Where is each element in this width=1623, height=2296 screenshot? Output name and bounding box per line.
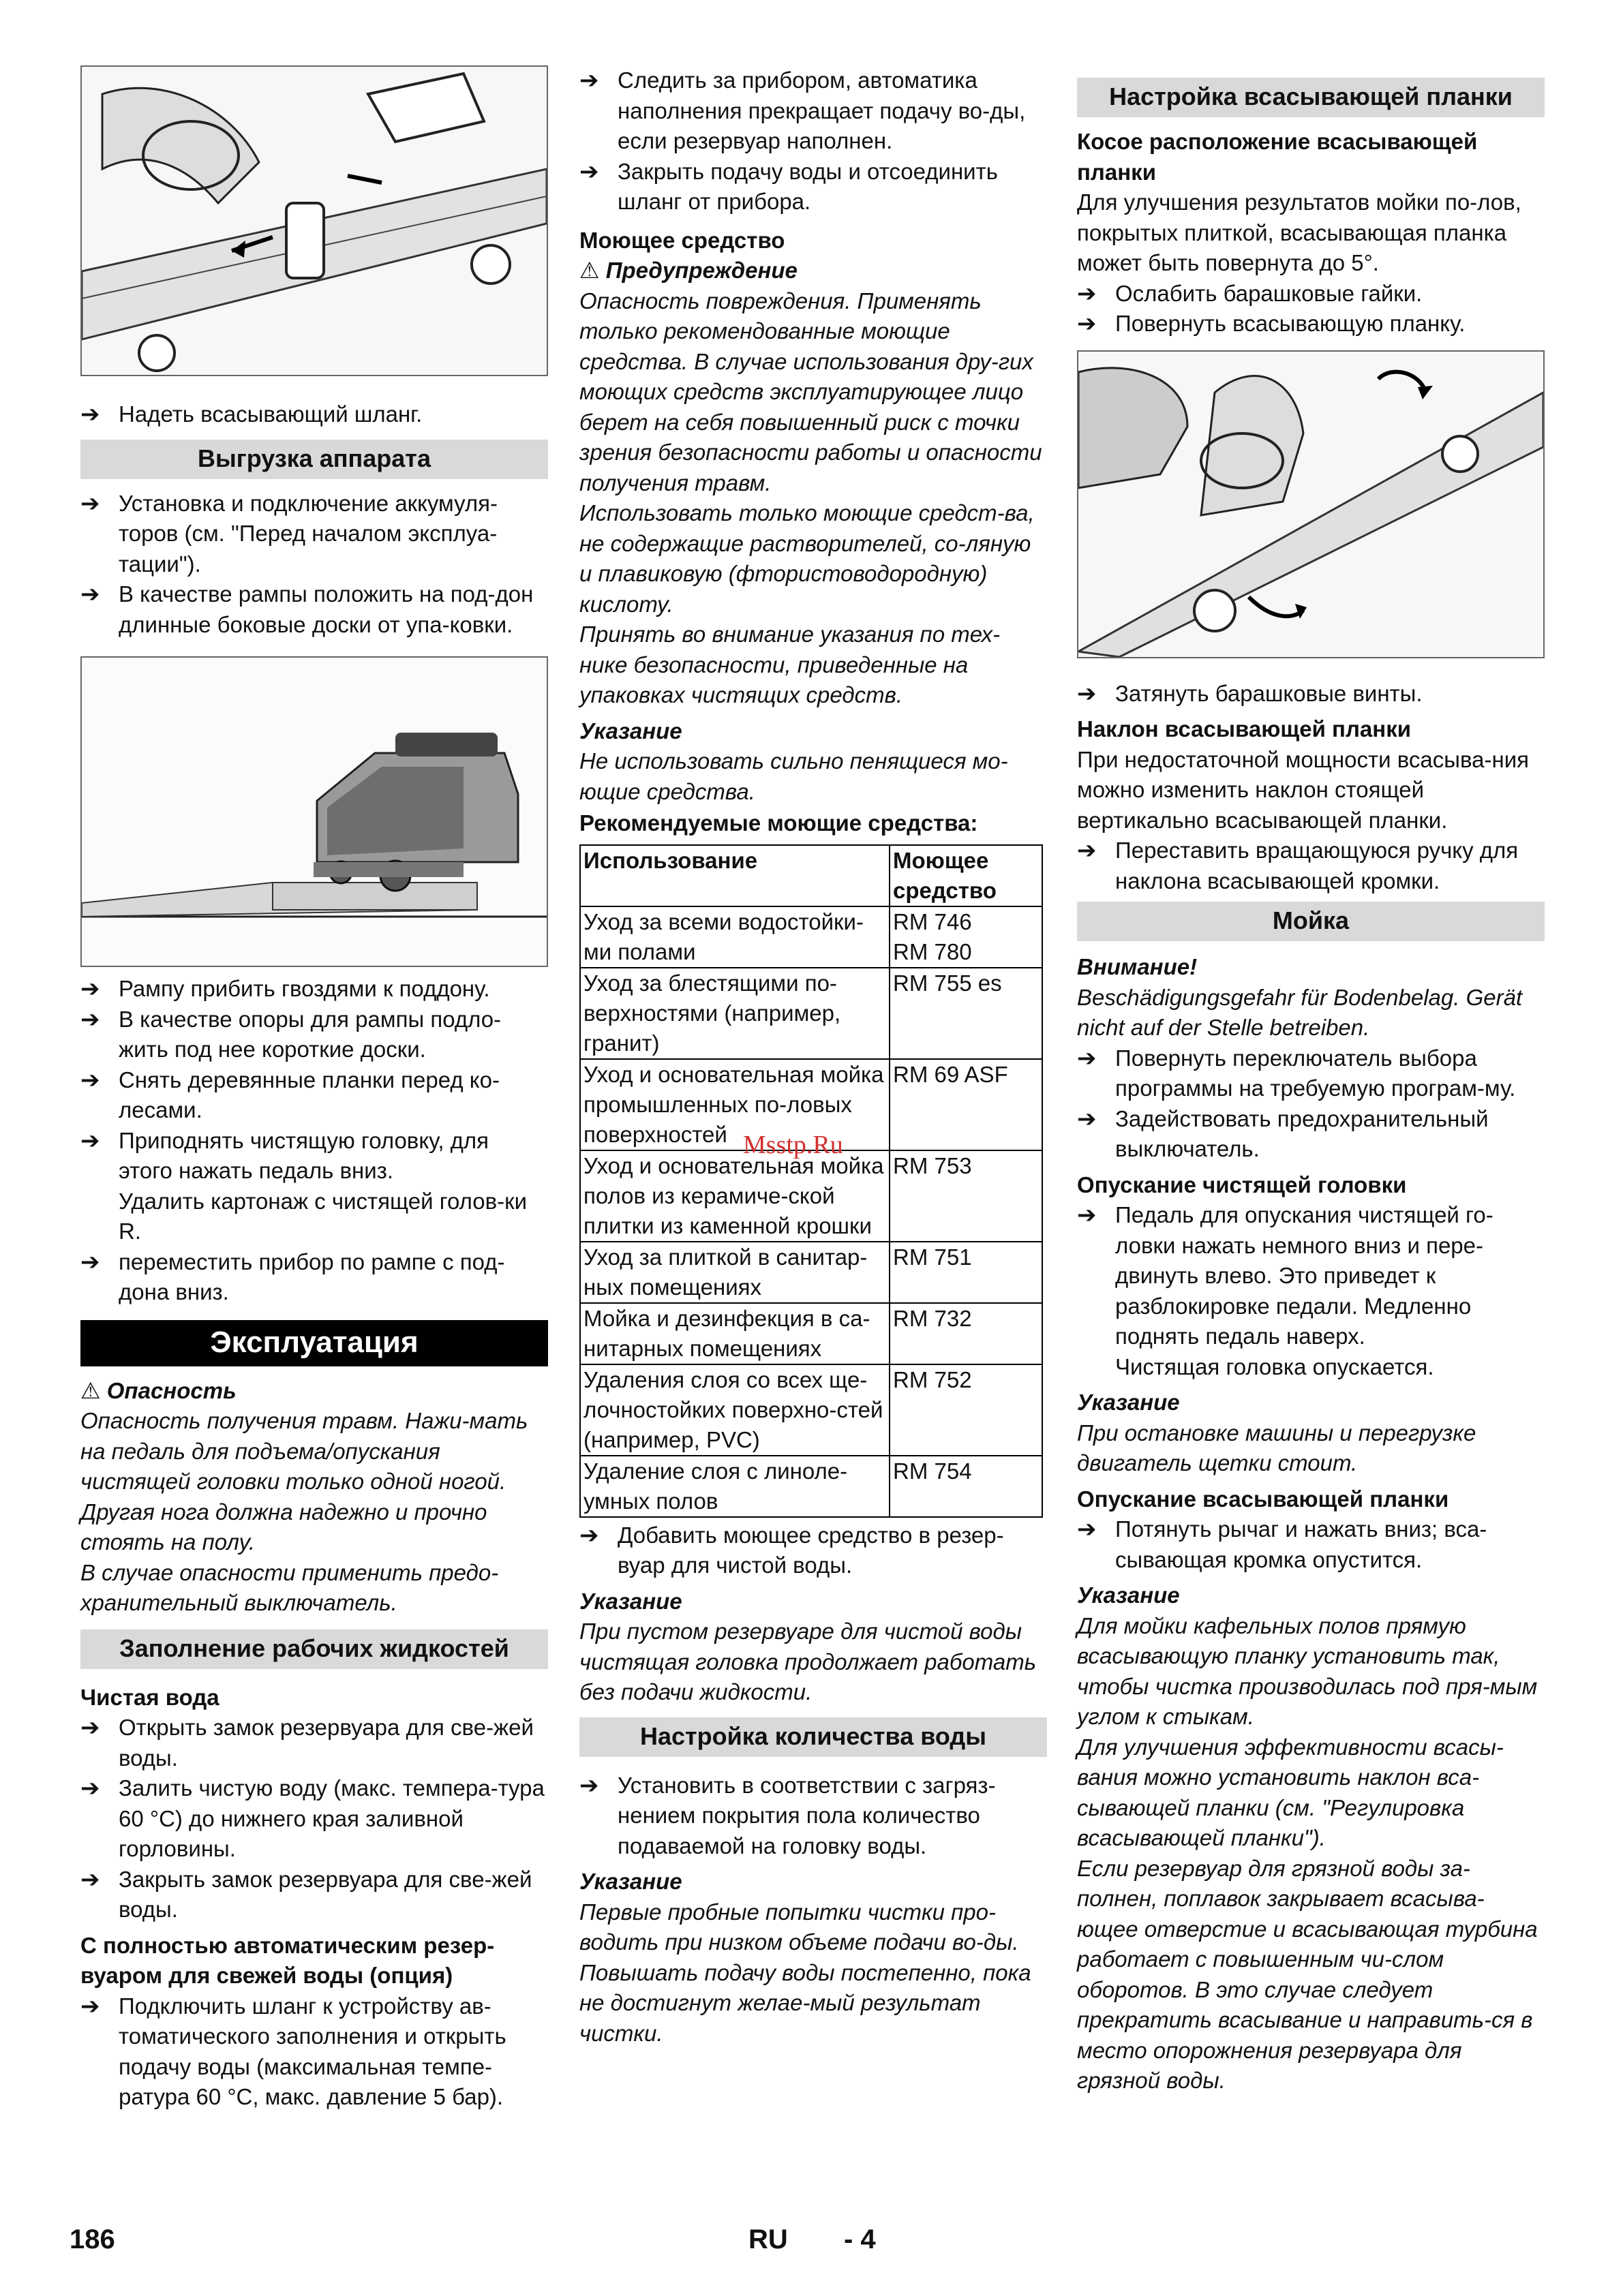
warning-text-3: Принять во внимание указания по тех-нике безопасности, приведенные на упаковках чистящих средств. [579, 622, 1001, 707]
note-5-title: Указание [1077, 1582, 1180, 1608]
table-cell-agent: RM 753 [890, 1150, 1042, 1242]
table-cell-agent: RM 732 [890, 1303, 1042, 1364]
table-header-agent: Моющее средство [890, 845, 1042, 906]
warning-icon: ⚠ [80, 1377, 101, 1403]
table-row [580, 1150, 1042, 1242]
footer-language: RU [748, 2224, 788, 2254]
arrow-icon: ➔ [1077, 1105, 1097, 1132]
lower-squeegee-step: ➔ Потянуть рычаг и нажать вниз; вса-сывающая кромка опустится. [1077, 1514, 1545, 1575]
oblique-step-2: ➔ Повернуть всасывающую планку. [1077, 309, 1545, 339]
figure-squeegee-rotate [1077, 350, 1545, 658]
lower-head-step: ➔ Педаль для опускания чистящей го-ловки нажать немного вниз и пере-двинуть влево. Это приведет к разблокировке педали. Медленно поднять педаль наверх. [1077, 1200, 1545, 1352]
table-header-use: Использование [580, 845, 890, 906]
danger-text-2: В случае опасности применить предо-хранительный выключатель. [80, 1559, 499, 1615]
arrow-icon: ➔ [80, 1249, 100, 1275]
column-1 [80, 65, 548, 2113]
table-cell-agent: RM 754 [890, 1456, 1042, 1517]
squeegee-hose-illustration [82, 67, 547, 375]
arrow-icon: ➔ [1077, 1202, 1097, 1228]
lower-head-continued: Чистящая головка опускается. [1115, 1353, 1434, 1379]
note-2-text: При пустом резервуаре для чистой воды чистящая головка продолжает работать без подачи жидкости. [579, 1619, 1037, 1704]
table-row [580, 1242, 1042, 1303]
auto-fill-step-1: ➔ Подключить шланг к устройству ав-томатического заполнения и открыть подачу воды (максимальная темпе-ратура 60 °C, макс. давление 5 бар). [80, 1991, 548, 2113]
warning-icon: ⚠ [579, 258, 600, 283]
table-body [580, 906, 1042, 1517]
washing-heading: Мойка [1077, 902, 1545, 941]
water-amount-heading: Настройка количества воды [579, 1717, 1047, 1757]
recommended-title: Рекомендуемые моющие средства: [579, 810, 978, 836]
lower-squeegee-title: Опускание всасывающей планки [1077, 1486, 1449, 1512]
fresh-water-step-1: ➔ Открыть замок резервуара для све-жей воды. [80, 1713, 548, 1773]
table-cell-use: Уход за блестящими по-верхностями (например, гранит) [580, 968, 890, 1059]
step-attach-hose: ➔ Надеть всасывающий шланг. [80, 399, 548, 430]
table-cell-agent: RM 752 [890, 1364, 1042, 1456]
column-3 [1077, 78, 1545, 2096]
note-1-title: Указание [579, 718, 682, 744]
danger-title: ⚠ Опасность [80, 1377, 237, 1403]
ramp-step-4-continued: Удалить картонаж с чистящей голов-ки R. [119, 1188, 528, 1244]
note-3-text: Первые пробные попытки чистки про-водить при низком объеме подачи во-ды. Повышать подачу воды постепенно, пока не достигнут желае-мый результат чистки. [579, 1899, 1031, 2046]
attention-text: Beschädigungsgefahr für Bodenbelag. Gerät nicht auf der Stelle betreiben. [1077, 984, 1523, 1040]
table-row [580, 906, 1042, 968]
disconnect-step: ➔ Закрыть подачу воды и отсоединить шланг от прибора. [579, 157, 1047, 217]
page-number: 186 [70, 2224, 115, 2254]
table-cell-use: Уход и основательная мойка полов из керамиче-ской плитки из каменной крошки [580, 1150, 890, 1242]
fresh-water-title: Чистая вода [80, 1684, 219, 1710]
unload-step-1: ➔ Установка и подключение аккумуля-торов (см. "Перед началом эксплуа-тации"). [80, 489, 548, 580]
figure-squeegee-hose [80, 65, 548, 376]
fresh-water-step-3: ➔ Закрыть замок резервуара для све-жей воды. [80, 1865, 548, 1925]
table-row [580, 1364, 1042, 1456]
watermark: Msstp.Ru [743, 1131, 843, 1159]
add-detergent-step: ➔ Добавить моющее средство в резер-вуар для чистой воды. [579, 1520, 1047, 1581]
table-cell-use: Уход и основательная мойка промышленных по-ловых поверхностей [580, 1059, 890, 1150]
ramp-step-5: ➔ переместить прибор по рампе с под-дона вниз. [80, 1247, 548, 1308]
detergent-title: Моющее средство [579, 227, 785, 253]
ramp-step-3: ➔ Снять деревянные планки перед ко-лесами. [80, 1065, 548, 1126]
ramp-step-2: ➔ В качестве опоры для рампы подло-жить под нее короткие доски. [80, 1005, 548, 1065]
arrow-icon: ➔ [80, 1067, 100, 1093]
arrow-icon: ➔ [579, 1772, 599, 1798]
tighten-step: ➔ Затянуть барашковые винты. [1077, 679, 1545, 709]
ramp-step-4: ➔ Приподнять чистящую головку, для этого нажать педаль вниз. [80, 1126, 548, 1187]
table-cell-agent: RM 746 RM 780 [890, 906, 1042, 968]
note-4-text: При остановке машины и перегрузке двигатель щетки стоит. [1077, 1420, 1476, 1475]
tilt-step: ➔ Переставить вращающуюся ручку для наклона всасывающей кромки. [1077, 836, 1545, 896]
detergents-table [579, 844, 1043, 1518]
arrow-icon: ➔ [80, 581, 100, 607]
unload-step-2: ➔ В качестве рампы положить на под-дон длинные боковые доски от упа-ковки. [80, 579, 548, 640]
arrow-icon: ➔ [1077, 311, 1097, 337]
arrow-icon: ➔ [1077, 280, 1097, 307]
ramp-step-1: ➔ Рампу прибить гвоздями к поддону. [80, 974, 548, 1005]
warning-title: ⚠ Предупреждение [579, 258, 798, 283]
arrow-icon: ➔ [579, 1522, 599, 1548]
tilt-text: При недостаточной мощности всасыва-ния можно изменить наклон стоящей вертикально всасывающей планки. [1077, 746, 1529, 833]
ramp-machine-illustration [82, 658, 547, 966]
table-row [580, 1303, 1042, 1364]
washing-step-1: ➔ Повернуть переключатель выбора программы на требуемую програм-му. [1077, 1043, 1545, 1104]
arrow-icon: ➔ [1077, 1045, 1097, 1071]
squeegee-heading: Настройка всасывающей планки [1077, 78, 1545, 117]
table-cell-use: Мойка и дезинфекция в са-нитарных помещениях [580, 1303, 890, 1364]
arrow-icon: ➔ [80, 1715, 100, 1741]
table-cell-agent: RM 751 [890, 1242, 1042, 1303]
oblique-title: Косое расположение всасывающей планки [1077, 129, 1478, 185]
table-cell-use: Уход за плиткой в санитар-ных помещениях [580, 1242, 890, 1303]
arrow-icon: ➔ [1077, 1516, 1097, 1542]
note-5-text-2: Для улучшения эффективности всасы-вания можно установить наклон вса-сывающей планки (см. "Регулировка всасывающей планки"). [1077, 1734, 1504, 1850]
attention-title: Внимание! [1077, 954, 1198, 979]
arrow-icon: ➔ [579, 158, 599, 185]
note-5-text-3: Если резервуар для грязной воды за-полнен, поплавок закрывает всасыва-ющее отверстие и всасывающая турбина работает с повышенным чи-слом оборотов. В это случае следует прекратить всасывание и направить-ся в место опорожнения резервуара для грязной воды. [1077, 1855, 1538, 2093]
arrow-icon: ➔ [80, 1866, 100, 1893]
table-cell-use: Удаления слоя со всех ще-лочностойких поверхно-стей (например, PVC) [580, 1364, 890, 1456]
water-amount-step: ➔ Установить в соответствии с загряз-нением покрытия пола количество подаваемой на головку воды. [579, 1771, 1047, 1862]
arrow-icon: ➔ [80, 1006, 100, 1032]
note-4-title: Указание [1077, 1390, 1180, 1415]
arrow-icon: ➔ [1077, 838, 1097, 863]
figure-ramp-machine [80, 656, 548, 967]
danger-text: Опасность получения травм. Нажи-мать на педаль для подъема/опускания чистящей головки только одной ногой. Другая нога должна надежно и прочно стоять на полу. [80, 1408, 528, 1555]
column-2 [579, 65, 1047, 2049]
oblique-text: Для улучшения результатов мойки по-лов, покрытых плиткой, всасывающая планка может быть повернута до 5°. [1077, 189, 1521, 275]
footer-section: - 4 [844, 2224, 876, 2254]
table-row [580, 1456, 1042, 1517]
arrow-icon: ➔ [80, 1775, 100, 1801]
table-header-row [580, 845, 1042, 906]
note-5-text: Для мойки кафельных полов прямую всасывающую планку установить так, чтобы чистка производилась под пря-мым углом к стыкам. [1077, 1612, 1538, 1729]
washing-step-2: ➔ Задействовать предохранительный выключатель. [1077, 1104, 1545, 1165]
warning-text: Опасность повреждения. Применять только рекомендованные моющие средства. В случае использования дру-гих моющих средств эксплуатирующее лицо берет на себя повышенный риск с точки зрения безопасности работы и опасности получения травм. [579, 288, 1042, 495]
squeegee-rotate-illustration [1078, 352, 1543, 657]
table-cell-use: Уход за всеми водостойки-ми полами [580, 906, 890, 968]
tilt-title: Наклон всасывающей планки [1077, 716, 1412, 741]
table-cell-use: Удаление слоя с линоле-умных полов [580, 1456, 890, 1517]
arrow-icon: ➔ [1077, 680, 1097, 707]
table-row [580, 968, 1042, 1059]
watch-step: ➔ Следить за прибором, автоматика наполнения прекращает подачу во-ды, если резервуар наполнен. [579, 65, 1047, 157]
note-1-text: Не использовать сильно пенящиеся мо-ющие средства. [579, 748, 1008, 804]
oblique-step-1: ➔ Ослабить барашковые гайки. [1077, 279, 1545, 309]
arrow-icon: ➔ [80, 1993, 100, 2019]
arrow-icon: ➔ [80, 976, 100, 1002]
note-2-title: Указание [579, 1588, 682, 1614]
fill-heading: Заполнение рабочих жидкостей [80, 1629, 548, 1669]
arrow-icon: ➔ [80, 401, 100, 427]
table-cell-agent: RM 69 ASF [890, 1059, 1042, 1150]
operation-heading: Эксплуатация [80, 1320, 548, 1366]
note-3-title: Указание [579, 1869, 682, 1894]
arrow-icon: ➔ [80, 1127, 100, 1154]
unload-heading: Выгрузка аппарата [80, 440, 548, 479]
warning-text-2: Использовать только моющие средст-ва, не содержащие растворителей, со-ляную и плавиковую (фтористоводородную) кислоту. [579, 500, 1035, 617]
arrow-icon: ➔ [80, 490, 100, 517]
fresh-water-step-2: ➔ Залить чистую воду (макс. темпера-тура 60 °C) до нижнего края заливной горловины. [80, 1773, 548, 1865]
table-cell-agent: RM 755 es [890, 968, 1042, 1059]
lower-head-title: Опускание чистящей головки [1077, 1172, 1407, 1197]
arrow-icon: ➔ [579, 67, 599, 93]
auto-fill-title: С полностью автоматическим резер-вуаром для свежей воды (опция) [80, 1932, 495, 1988]
